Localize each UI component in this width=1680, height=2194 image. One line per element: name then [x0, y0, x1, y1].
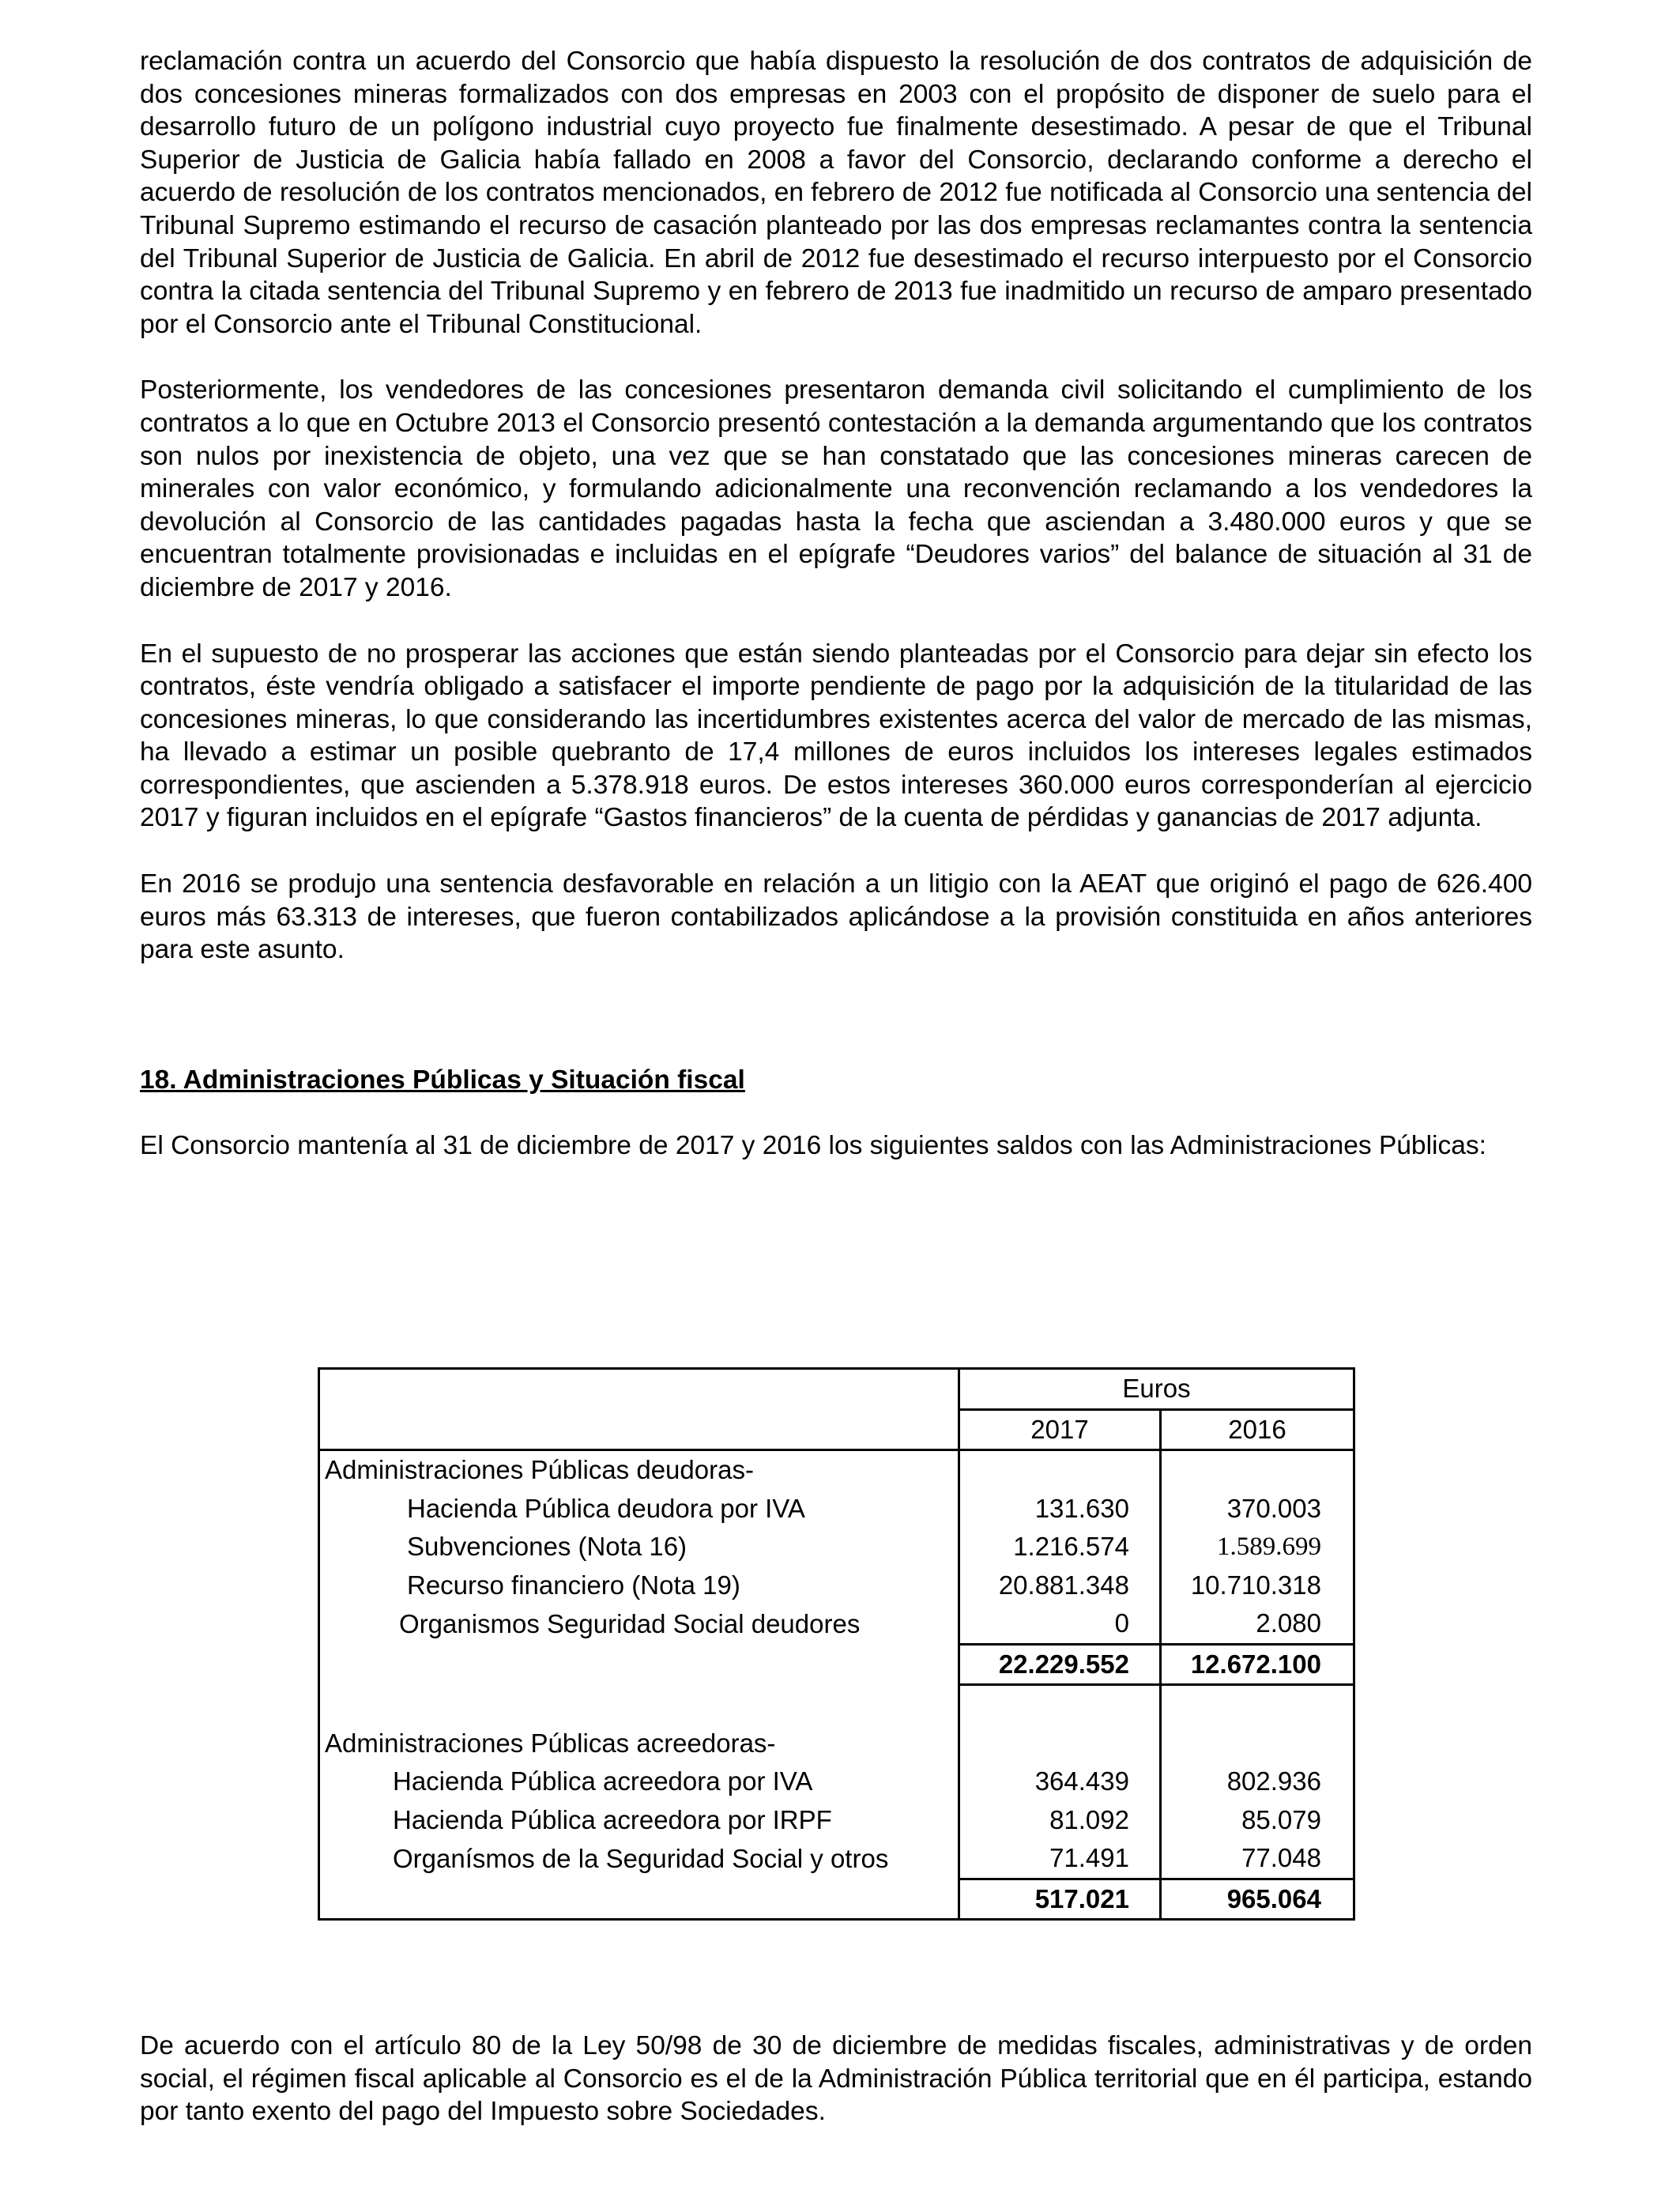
row-label: Hacienda Pública deudora por IVA: [407, 1493, 805, 1523]
deudoras-total-2016: 12.672.100: [1161, 1644, 1354, 1685]
table-row: [319, 1839, 1354, 1879]
euros-header: Euros: [959, 1369, 1354, 1410]
row-label: Hacienda Pública acreedora por IRPF: [393, 1804, 832, 1834]
year-2017-header: 2017: [959, 1409, 1161, 1450]
table-spacer-row: [319, 1685, 1354, 1725]
value-2016: 2.080: [1161, 1604, 1354, 1644]
table-header-row: [319, 1369, 1354, 1410]
paragraph-aeat-ruling: En 2016 se produjo una sentencia desfavorable en relación a un litigio con la AEAT que originó el pago de 626.400 euros más 63.313 de intereses, que fueron contabilizados aplicándose a la provisión constituida en años anteriores para este asunto.: [140, 869, 1532, 965]
table-total-row: [319, 1879, 1354, 1920]
table-row: [319, 1762, 1354, 1801]
acreedoras-heading: Administraciones Públicas acreedoras-: [325, 1728, 776, 1758]
table-total-row: [319, 1644, 1354, 1685]
value-2017: 20.881.348: [959, 1566, 1161, 1605]
value-2017: 364.439: [959, 1762, 1161, 1801]
paragraph-litigation-history: reclamación contra un acuerdo del Consorcio que había dispuesto la resolución de dos contratos de adquisición de dos concesiones mineras formalizados con dos empresas en 2003 con el propósito de disponer de suelo para el desarrollo futuro de un polígono industrial cuyo proyecto fue finalmente desestimado. A pesar de que el Tribunal Superior de Justicia de Galicia había fallado en 2008 a favor del Consorcio, declarando conforme a derecho el acuerdo de resolución de los contratos mencionados, en febrero de 2012 fue notificada al Consorcio una sentencia del Tribunal Supremo estimando el recurso de casación planteado por las dos empresas reclamantes contra la sentencia del Tribunal Superior de Justicia de Galicia. En abril de 2012 fue desestimado el recurso interpuesto por el Consorcio contra la citada sentencia del Tribunal Supremo y en febrero de 2013 fue inadmitido un recurso de amparo presentado por el Consorcio ante el Tribunal Constitucional.: [140, 47, 1532, 339]
paragraph-potential-loss: En el supuesto de no prosperar las acciones que están siendo planteadas por el Consorcio para dejar sin efecto los contratos, éste vendría obligado a satisfacer el importe pendiente de pago por la adquisición de la titularidad de las concesiones mineras, lo que considerando las incertidumbres existentes acerca del valor de mercado de las mismas, ha llevado a estimar un posible quebranto de 17,4 millones de euros incluidos los intereses legales estimados correspondientes, que ascienden a 5.378.918 euros. De estos intereses 360.000 euros corresponderían al ejercicio 2017 y figuran incluidos en el epígrafe “Gastos financieros” de la cuenta de pérdidas y ganancias de 2017 adjunta.: [140, 639, 1532, 833]
balances-table-container: [318, 1367, 1353, 1921]
table-row: [319, 1725, 1354, 1763]
row-label: Organísmos de la Seguridad Social y otros: [393, 1843, 889, 1873]
value-2016: 77.048: [1161, 1839, 1354, 1879]
row-label: Subvenciones (Nota 16): [407, 1532, 687, 1561]
row-label: Organismos Seguridad Social deudores: [399, 1608, 861, 1638]
table-row: [319, 1450, 1354, 1490]
balances-table: [318, 1367, 1355, 1921]
value-2017: 0: [959, 1604, 1161, 1644]
row-label: Hacienda Pública acreedora por IVA: [393, 1766, 813, 1796]
value-2016: 1.589.699: [1161, 1528, 1354, 1566]
value-2016: 10.710.318: [1161, 1566, 1354, 1605]
section-title: 18. Administraciones Públicas y Situación fiscal: [140, 1065, 745, 1095]
table-row: [319, 1801, 1354, 1840]
table-row: [319, 1528, 1354, 1566]
value-2016: 370.003: [1161, 1490, 1354, 1529]
document-body: [140, 45, 1532, 1163]
value-2016: 85.079: [1161, 1801, 1354, 1840]
table-year-row: [319, 1409, 1354, 1450]
year-2016-header: 2016: [1161, 1409, 1354, 1450]
table-row: [319, 1604, 1354, 1644]
acreedoras-total-2017: 517.021: [959, 1879, 1161, 1920]
section-intro: El Consorcio mantenía al 31 de diciembre de 2017 y 2016 los siguientes saldos con las Administraciones Públicas:: [140, 1131, 1486, 1161]
value-2017: 1.216.574: [959, 1528, 1161, 1566]
table-row: [319, 1490, 1354, 1529]
deudoras-heading: Administraciones Públicas deudoras-: [319, 1450, 959, 1490]
deudoras-total-2017: 22.229.552: [959, 1644, 1161, 1685]
footer-section: [140, 2030, 1532, 2128]
value-2017: 81.092: [959, 1801, 1161, 1840]
value-2017: 71.491: [959, 1839, 1161, 1879]
paragraph-tax-regime: De acuerdo con el artículo 80 de la Ley 50/98 de 30 de diciembre de medidas fiscales, administrativas y de orden social, el régimen fiscal aplicable al Consorcio es el de la Administración Pública territorial que en él participa, estando por tanto exento del pago del Impuesto sobre Sociedades.: [140, 2031, 1532, 2127]
value-2016: 802.936: [1161, 1762, 1354, 1801]
row-label: Recurso financiero (Nota 19): [407, 1570, 740, 1600]
value-2017: 131.630: [959, 1490, 1161, 1529]
acreedoras-total-2016: 965.064: [1161, 1879, 1354, 1920]
table-row: [319, 1566, 1354, 1605]
paragraph-civil-claim: Posteriormente, los vendedores de las concesiones presentaron demanda civil solicitando el cumplimiento de los contratos a lo que en Octubre 2013 el Consorcio presentó contestación a la demanda argumentando que los contratos son nulos por inexistencia de objeto, una vez que se han constatado que las concesiones mineras carecen de minerales con valor económico, y formulando adicionalmente una reconvención reclamando a los vendedores la devolución al Consorcio de las cantidades pagadas hasta la fecha que asciendan a 3.480.000 euros y que se encuentran totalmente provisionadas e incluidas en el epígrafe “Deudores varios” del balance de situación al 31 de diciembre de 2017 y 2016.: [140, 375, 1532, 602]
